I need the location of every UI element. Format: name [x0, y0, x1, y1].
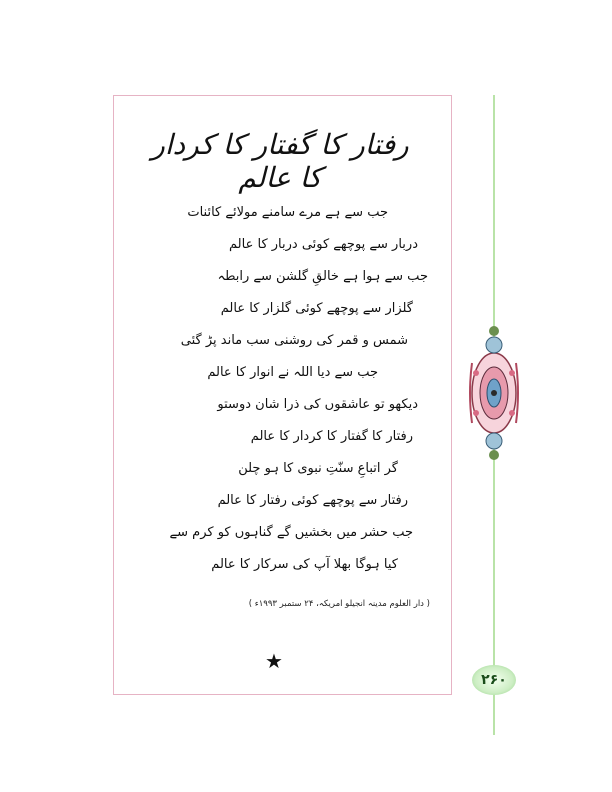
- verse-line: شمس و قمر کی روشنی سب ماند پڑ گئی: [180, 333, 408, 348]
- poem-title: رفتار کا گفتار کا کردار کا عالم: [151, 128, 409, 194]
- floral-ornament-icon: [468, 323, 520, 463]
- verse-line: دیکھو تو عاشقوں کی ذرا شان دوستو: [217, 397, 418, 412]
- verse-line: جب سے ہوا ہے خالقِ گلشن سے رابطہ: [217, 269, 428, 284]
- verse-line: رفتار سے پوچھے کوئی رفتار کا عالم: [217, 493, 408, 508]
- verse-line: کیا ہوگا بھلا آپ کی سرکار کا عالم: [211, 557, 398, 572]
- verse-line: جب سے ہے مرے سامنے مولائے کائنات: [187, 205, 388, 220]
- footer-note: ( دار العلوم مدینہ انجیلو امریکہ، ۲۴ ستمبر ۱۹۹۳ء ): [248, 599, 430, 609]
- star-icon: ★: [265, 649, 283, 673]
- verse-line: دربار سے پوچھے کوئی دربار کا عالم: [229, 237, 418, 252]
- verse-line: رفتار کا گفتار کا کردار کا عالم: [250, 429, 413, 444]
- verse-line: جب حشر میں بخشیں گے گناہوں کو کرم سے: [169, 525, 413, 540]
- verse-line: جب سے دیا اللہ نے انوار کا عالم: [207, 365, 378, 380]
- verse-line: گلزار سے پوچھے کوئی گلزار کا عالم: [220, 301, 413, 316]
- page-number: ۲۶۰: [472, 665, 516, 695]
- verse-line: گر اتباعِ سنّتِ نبوی کا ہو چلن: [238, 461, 398, 476]
